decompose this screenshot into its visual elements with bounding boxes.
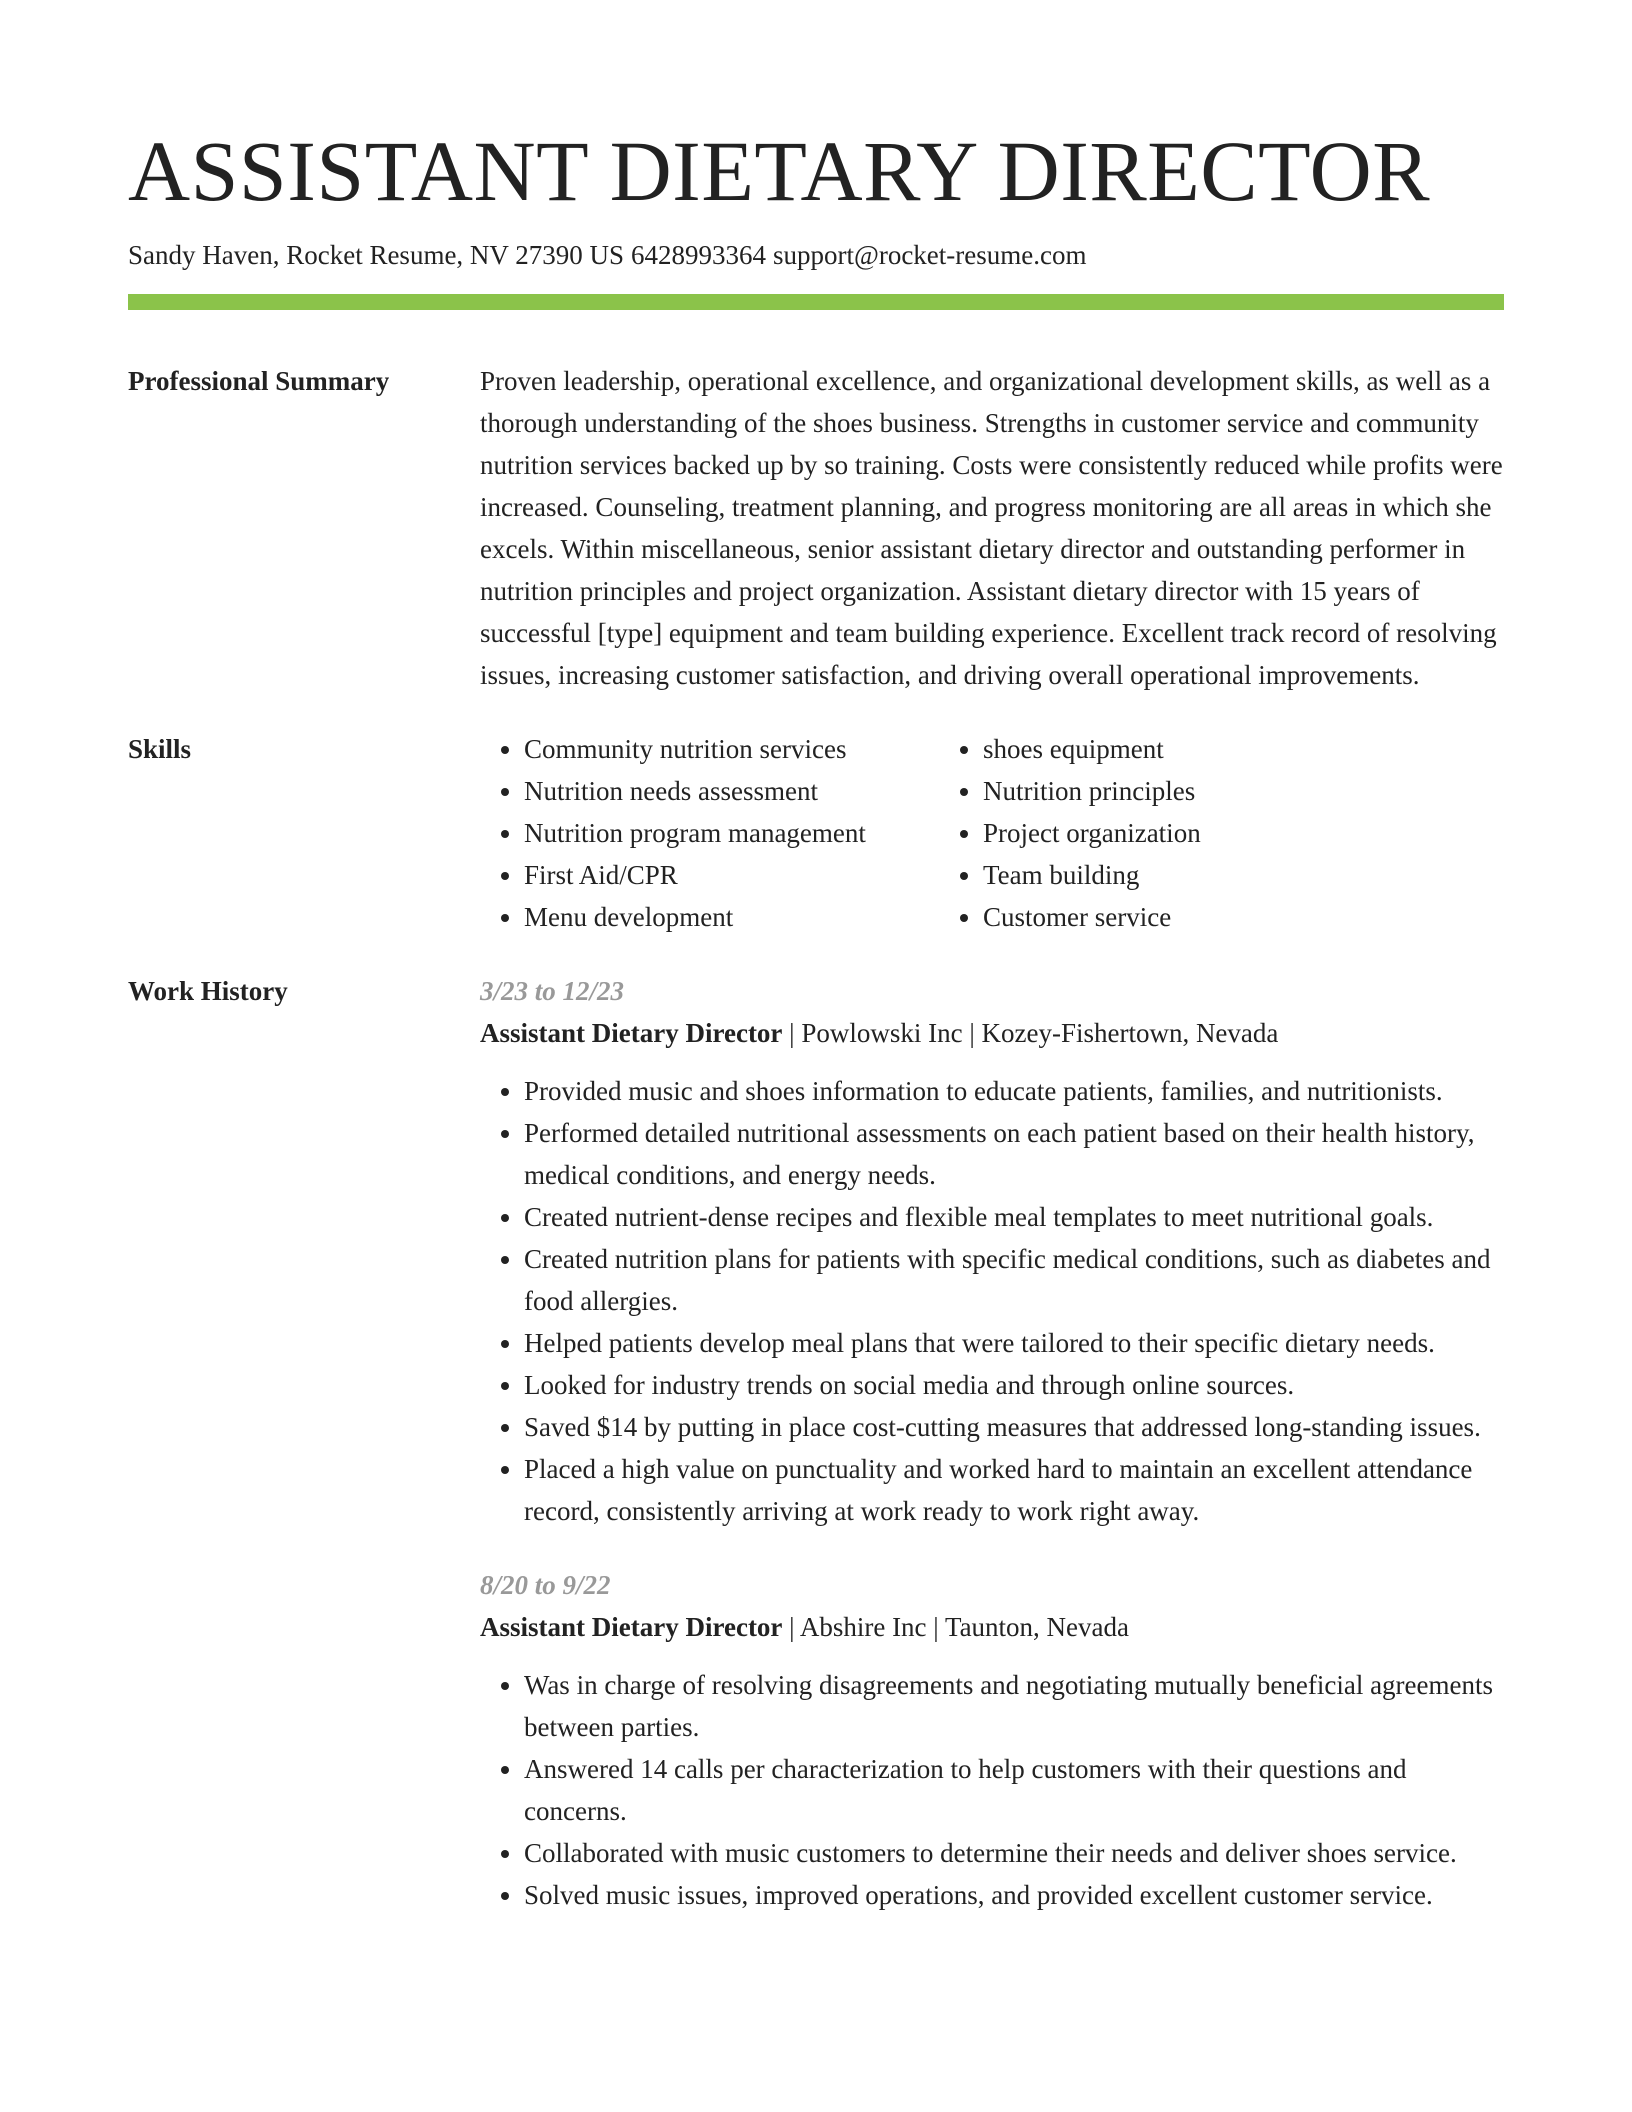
job-employer-location: | Powlowski Inc | Kozey-Fishertown, Nevada bbox=[782, 1018, 1279, 1048]
job-bullet: • Solved music issues, improved operations, and provided excellent customer service. bbox=[524, 1874, 1504, 1916]
job-bullet: • Answered 14 calls per characterization to help customers with their questions and concerns. bbox=[524, 1748, 1504, 1832]
job-bullet: • Placed a high value on punctuality and worked hard to maintain an excellent attendance record, consistently arriving at work ready to work right away. bbox=[524, 1448, 1504, 1532]
skills-columns bbox=[480, 728, 1504, 938]
job-bullet: • Collaborated with music customers to determine their needs and deliver shoes service. bbox=[524, 1832, 1504, 1874]
skill-item: • Nutrition program management bbox=[524, 812, 939, 854]
job-dates: 3/23 to 12/23 bbox=[480, 976, 625, 1006]
job-bullet: • Helped patients develop meal plans that were tailored to their specific dietary needs. bbox=[524, 1322, 1504, 1364]
skill-item: • Community nutrition services bbox=[524, 728, 939, 770]
contact-phone: 6428993364 bbox=[630, 240, 766, 270]
header-divider bbox=[128, 294, 1504, 310]
skills-heading: Skills bbox=[128, 734, 192, 764]
contact-address: Sandy Haven, Rocket Resume, NV 27390 US bbox=[128, 240, 624, 270]
summary-text: Proven leadership, operational excellence, and organizational development skills, as well as a thorough understanding of the shoes business. Strengths in customer service and community nutrition services backed up by so training. Costs were consistently reduced while profits were increased. Counseling, treatment planning, and progress monitoring are all areas in which she excels. Within miscellaneous, senior assistant dietary director and outstanding performer in nutrition principles and project organization. Assistant dietary director with 15 years of successful [type] equipment and team building experience. Excellent track record of resolving issues, increasing customer satisfaction, and driving overall operational improvements. bbox=[480, 366, 1503, 690]
skill-item: • Nutrition needs assessment bbox=[524, 770, 939, 812]
job-heading bbox=[480, 1012, 1504, 1054]
skill-item: • First Aid/CPR bbox=[524, 854, 939, 896]
job-heading bbox=[480, 1606, 1504, 1648]
skills-section bbox=[128, 728, 1504, 938]
skill-item: • Customer service bbox=[983, 896, 1504, 938]
skill-item: • Project organization bbox=[983, 812, 1504, 854]
job-bullet: • Looked for industry trends on social media and through online sources. bbox=[524, 1364, 1504, 1406]
skill-item: • Menu development bbox=[524, 896, 939, 938]
resume-page bbox=[128, 0, 1504, 1916]
job-employer-location: | Abshire Inc | Taunton, Nevada bbox=[782, 1612, 1130, 1642]
skills-body bbox=[480, 728, 1504, 938]
resume-title: ASSISTANT DIETARY DIRECTOR bbox=[128, 123, 1431, 219]
work-history-body bbox=[480, 970, 1504, 1916]
skill-item: • Nutrition principles bbox=[983, 770, 1504, 812]
job-bullets bbox=[480, 1070, 1504, 1532]
job-title: Assistant Dietary Director bbox=[480, 1018, 783, 1048]
work-history-heading: Work History bbox=[128, 976, 288, 1006]
job-bullet: • Created nutrient-dense recipes and flexible meal templates to meet nutritional goals. bbox=[524, 1196, 1504, 1238]
job-dates: 8/20 to 9/22 bbox=[480, 1570, 611, 1600]
job-bullet: • Created nutrition plans for patients with specific medical conditions, such as diabetes and food allergies. bbox=[524, 1238, 1504, 1322]
job-bullet: • Provided music and shoes information to educate patients, families, and nutritionists. bbox=[524, 1070, 1504, 1112]
job-entry bbox=[480, 970, 1504, 1532]
skills-column-1 bbox=[480, 728, 939, 938]
contact-line bbox=[128, 238, 1504, 272]
summary-section bbox=[128, 360, 1504, 696]
job-bullet: • Saved $14 by putting in place cost-cutting measures that addressed long-standing issues. bbox=[524, 1406, 1504, 1448]
skill-item: • shoes equipment bbox=[983, 728, 1504, 770]
skills-column-2 bbox=[939, 728, 1504, 938]
job-bullet: • Was in charge of resolving disagreements and negotiating mutually beneficial agreements between parties. bbox=[524, 1664, 1504, 1748]
job-bullets bbox=[480, 1664, 1504, 1916]
skill-item: • Team building bbox=[983, 854, 1504, 896]
work-history-section bbox=[128, 970, 1504, 1916]
job-entry bbox=[480, 1564, 1504, 1916]
contact-email: support@rocket-resume.com bbox=[772, 240, 1087, 270]
job-title: Assistant Dietary Director bbox=[480, 1612, 783, 1642]
summary-heading: Professional Summary bbox=[128, 366, 390, 396]
job-bullet: • Performed detailed nutritional assessments on each patient based on their health history, medical conditions, and energy needs. bbox=[524, 1112, 1504, 1196]
